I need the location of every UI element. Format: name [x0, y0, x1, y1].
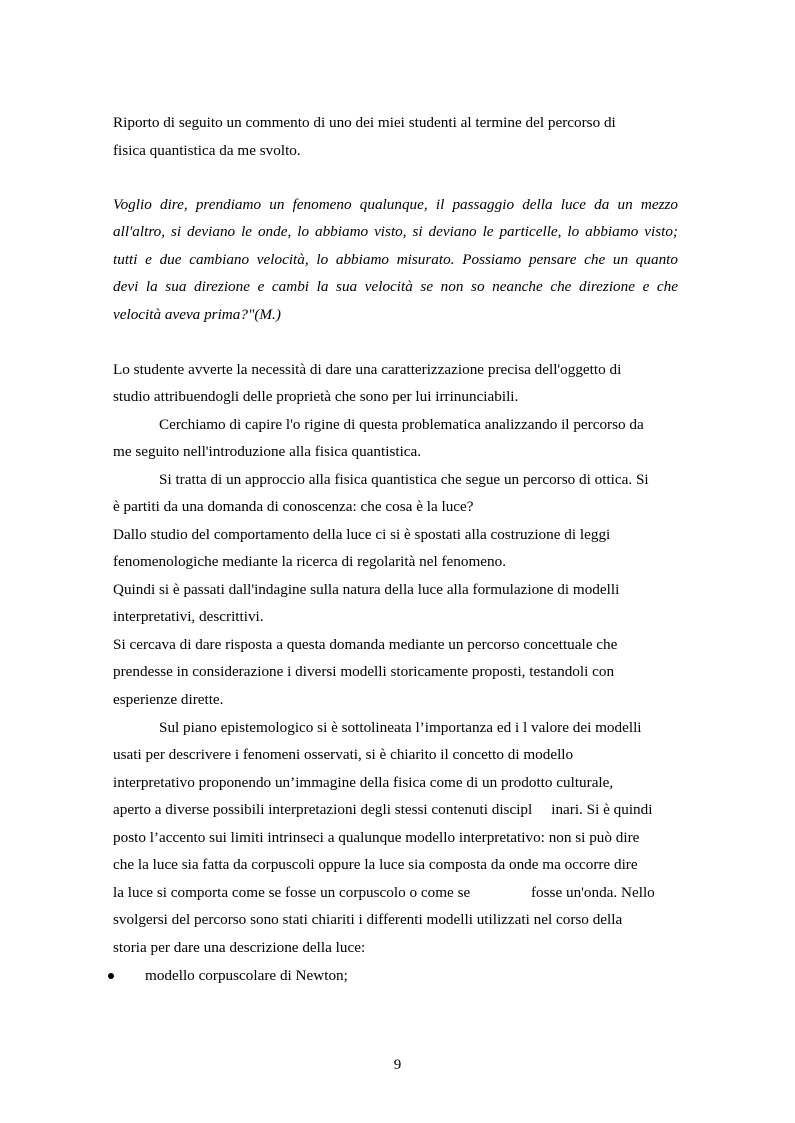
body-line-2: studio attribuendogli delle proprietà che sono per lui irrinunciabili.: [113, 388, 519, 405]
bullet-item-1: modello corpuscolare di Newton;: [145, 967, 348, 984]
body-line-11: Si cercava di dare risposta a questa domanda mediante un percorso concettuale che: [113, 636, 618, 653]
bullet-icon: [108, 973, 114, 979]
body-line-19: che la luce sia fatta da corpuscoli oppure la luce sia composta da onde ma occorre dire: [113, 856, 638, 873]
body-line-17: aperto a diverse possibili interpretazioni degli stessi contenuti discipl inari. Si è quindi: [113, 801, 653, 818]
quote-line-1: Voglio dire, prendiamo un fenomeno qualunque, il passaggio della luce da un mezzo: [113, 196, 678, 213]
quote-line-5: velocità aveva prima?"(M.): [113, 306, 281, 323]
quote-line-2: all'altro, si deviano le onde, lo abbiamo visto, si deviano le particelle, lo abbiamo visto;: [113, 223, 678, 240]
body-line-10: interpretativi, descrittivi.: [113, 608, 264, 625]
body-line-8: fenomenologiche mediante la ricerca di regolarità nel fenomeno.: [113, 553, 507, 570]
body-line-22: storia per dare una descrizione della luce:: [113, 939, 366, 956]
body-line-3: Cerchiamo di capire l'o rigine di questa problematica analizzando il percorso da: [159, 416, 644, 433]
body-line-6: è partiti da una domanda di conoscenza: che cosa è la luce?: [113, 498, 474, 515]
body-line-4: me seguito nell'introduzione alla fisica quantistica.: [113, 443, 422, 460]
body-line-21: svolgersi del percorso sono stati chiariti i differenti modelli utilizzati nel corso della: [113, 911, 623, 928]
body-line-13: esperienze dirette.: [113, 691, 224, 708]
quote-line-4: devi la sua direzione e cambi la sua velocità se non so neanche che direzione e che: [113, 278, 678, 295]
body-line-14: Sul piano epistemologico si è sottolineata l’importanza ed i l valore dei modelli: [159, 719, 642, 736]
body-line-7: Dallo studio del comportamento della luce ci si è spostati alla costruzione di leggi: [113, 526, 611, 543]
page-number: 9: [393, 1057, 402, 1073]
quote-line-3: tutti e due cambiano velocità, lo abbiamo misurato. Possiamo pensare che un quanto: [113, 251, 678, 268]
body-line-1: Lo studente avverte la necessità di dare una caratterizzazione precisa dell'oggetto di: [113, 361, 622, 378]
body-line-18: posto l’accento sui limiti intrinseci a qualunque modello interpretativo: non si può dire: [113, 829, 640, 846]
body-line-12: prendesse in considerazione i diversi modelli storicamente proposti, testandoli con: [113, 663, 615, 680]
body-line-9: Quindi si è passati dall'indagine sulla natura della luce alla formulazione di modelli: [113, 581, 620, 598]
body-line-5: Si tratta di un approccio alla fisica quantistica che segue un percorso di ottica. Si: [159, 471, 649, 488]
body-line-20: la luce si comporta come se fosse un corpuscolo o come se fosse un'onda. Nello: [113, 884, 655, 901]
intro-line-1: Riporto di seguito un commento di uno dei miei studenti al termine del percorso di: [113, 114, 616, 131]
intro-line-2: fisica quantistica da me svolto.: [113, 142, 301, 159]
body-line-15: usati per descrivere i fenomeni osservati, si è chiarito il concetto di modello: [113, 746, 574, 763]
body-line-16: interpretativo proponendo un’immagine della fisica come di un prodotto culturale,: [113, 774, 614, 791]
